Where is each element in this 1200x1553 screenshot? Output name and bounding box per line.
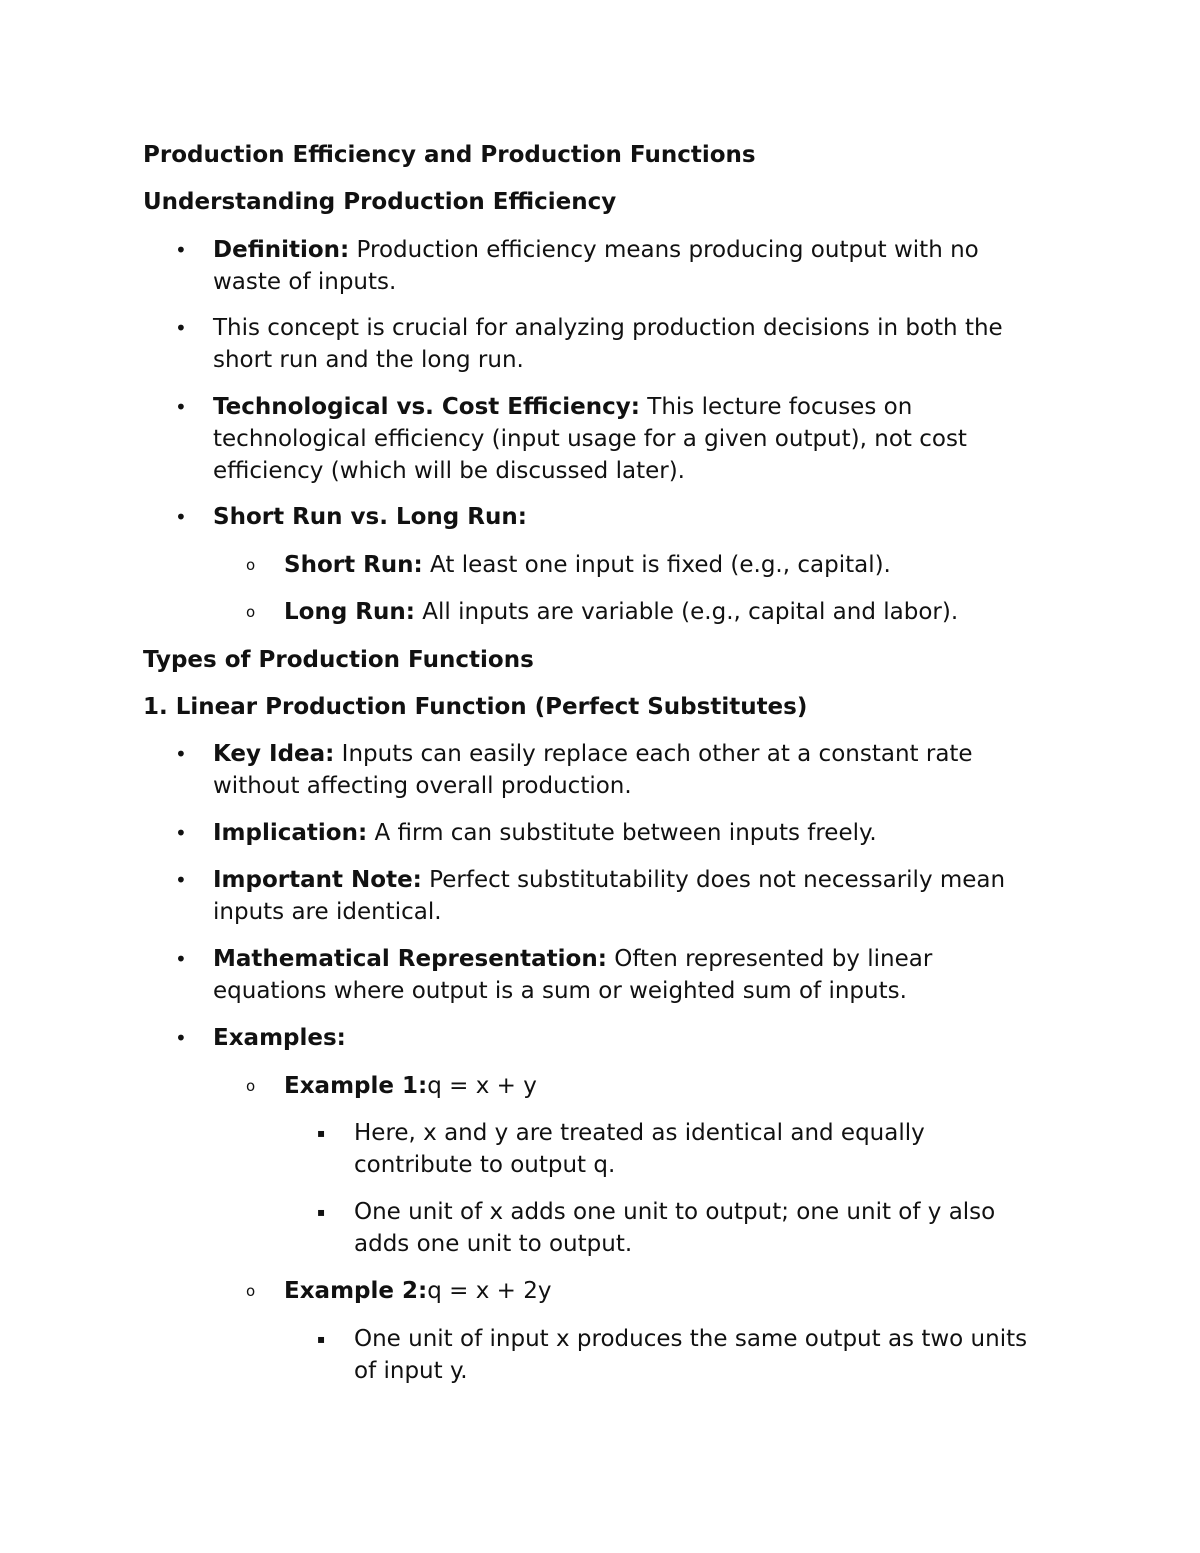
term-label: Long Run: <box>284 599 415 625</box>
square-marker: ▪ <box>317 1332 326 1346</box>
item-text: This lecture focuses on <box>639 394 913 420</box>
list-item-line <box>213 391 912 423</box>
term-label: Mathematical Representation: <box>213 946 607 972</box>
item-text-continued: contribute to output q. <box>354 1152 616 1178</box>
term-label: Definition: <box>213 237 350 263</box>
item-text: A firm can substitute between inputs freely. <box>367 820 877 846</box>
item-text: Inputs can easily replace each other at a constant rate <box>334 741 973 767</box>
item-text-continued: short run and the long run. <box>213 347 524 373</box>
item-text: At least one input is fixed (e.g., capital). <box>422 552 891 578</box>
term-label: Key Idea: <box>213 741 335 767</box>
item-text-continued: without affecting overall production. <box>213 773 632 799</box>
circle-marker: o <box>246 603 256 621</box>
bullet-marker: • <box>175 505 187 529</box>
item-text: Perfect substitutability does not necessarily mean <box>421 867 1006 893</box>
term-label: Short Run vs. Long Run: <box>213 504 527 530</box>
item-text-continued: technological efficiency (input usage for a given output), not cost <box>213 426 967 452</box>
list-item-line <box>213 234 979 266</box>
list-item-line <box>284 1275 551 1307</box>
item-text: One unit of x adds one unit to output; one unit of y also <box>354 1199 996 1225</box>
term-label: Short Run: <box>284 552 423 578</box>
bullet-marker: • <box>175 1026 187 1050</box>
bullet-marker: • <box>175 238 187 262</box>
bullet-marker: • <box>175 947 187 971</box>
list-item-line <box>284 1070 537 1102</box>
item-text: Production efficiency means producing output with no <box>349 237 979 263</box>
term-label: Implication: <box>213 820 368 846</box>
square-marker: ▪ <box>317 1126 326 1140</box>
item-text: Often represented by linear <box>606 946 933 972</box>
list-item-line <box>213 943 932 975</box>
item-text: One unit of input x produces the same output as two units <box>354 1326 1028 1352</box>
square-marker: ▪ <box>317 1205 326 1219</box>
item-text-continued: inputs are identical. <box>213 899 442 925</box>
formula: q = x + y <box>427 1073 537 1099</box>
bullet-marker: • <box>175 395 187 419</box>
section-heading-linear: 1. Linear Production Function (Perfect Substitutes) <box>143 694 808 720</box>
section-heading-production-efficiency: Understanding Production Efficiency <box>143 189 617 215</box>
formula: q = x + 2y <box>427 1278 552 1304</box>
item-text-continued: adds one unit to output. <box>354 1231 633 1257</box>
list-item-line <box>213 738 973 770</box>
circle-marker: o <box>246 1077 256 1095</box>
item-text-continued: of input y. <box>354 1358 468 1384</box>
bullet-marker: • <box>175 821 187 845</box>
circle-marker: o <box>246 1282 256 1300</box>
section-heading-types: Types of Production Functions <box>143 647 534 673</box>
term-label: Important Note: <box>213 867 422 893</box>
document-title: Production Efficiency and Production Functions <box>143 142 756 168</box>
term-label: Technological vs. Cost Efficiency: <box>213 394 640 420</box>
list-item-line <box>213 864 1005 896</box>
item-text: All inputs are variable (e.g., capital and labor). <box>414 599 959 625</box>
term-label: Example 1: <box>284 1073 428 1099</box>
item-text-continued: efficiency (which will be discussed later). <box>213 458 685 484</box>
item-text: This concept is crucial for analyzing production decisions in both the <box>213 315 1003 341</box>
term-label: Example 2: <box>284 1278 428 1304</box>
item-text: Here, x and y are treated as identical and equally <box>354 1120 925 1146</box>
bullet-marker: • <box>175 742 187 766</box>
bullet-marker: • <box>175 316 187 340</box>
list-item-line <box>284 596 958 628</box>
circle-marker: o <box>246 556 256 574</box>
term-label: Examples: <box>213 1025 346 1051</box>
bullet-marker: • <box>175 868 187 892</box>
list-item-line <box>213 817 877 849</box>
item-text-continued: equations where output is a sum or weighted sum of inputs. <box>213 978 907 1004</box>
item-text-continued: waste of inputs. <box>213 269 397 295</box>
list-item-line <box>284 549 891 581</box>
